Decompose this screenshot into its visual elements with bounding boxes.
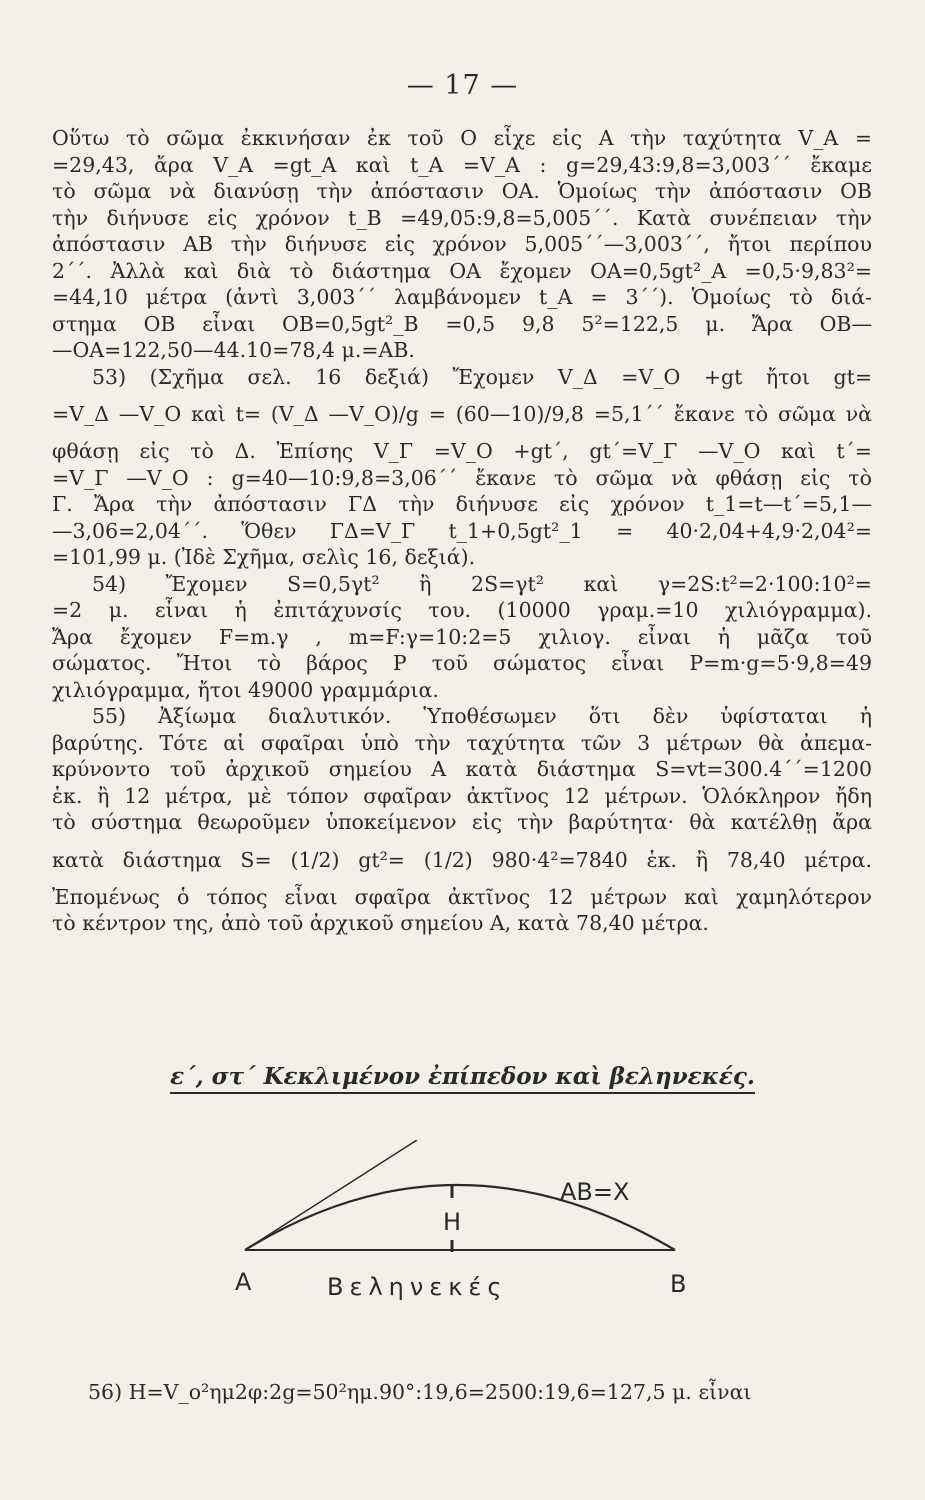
text-line: =101,99 μ. (Ἰδὲ Σχῆμα, σελὶς 16, δεξιά).	[52, 545, 476, 569]
text-line: φθάσῃ εἰς τὸ Δ. Ἐπίσης V_Γ =V_O +gt΄, gt΄=V_Γ —V_O καὶ t΄=	[52, 439, 872, 463]
text-line: 55) Ἀξίωμα διαλυτικόν. Ὑποθέσωμεν ὅτι δὲν ὑφίσταται ἡ	[92, 704, 872, 728]
section-title-text: ε΄, στ΄ Κεκλιμένον ἐπίπεδον καὶ βεληνεκές.	[170, 1063, 755, 1094]
body-text	[52, 125, 872, 937]
text-line: κρύνοντο τοῦ ἀρχικοῦ σημείου Α κατὰ διάστημα S=vt=300.4΄΄=1200	[52, 757, 872, 781]
text-line: —3,06=2,04΄΄. Ὅθεν ΓΔ=V_Γ t_1+0,5gt²_1 = 40·2,04+4,9·2,04²=	[52, 518, 872, 543]
text-line: 2΄΄. Ἀλλὰ καὶ διὰ τὸ διάστημα ΟΑ ἔχομεν ΟΑ=0,5gt²_A =0,5·9,83²=	[52, 258, 872, 283]
text-line: ἑκ. ἢ 12 μέτρα, μὲ τόπον σφαῖραν ἀκτῖνος 12 μέτρων. Ὁλόκληρον ἤδη	[52, 783, 872, 808]
text-line: Οὕτω τὸ σῶμα ἐκκινήσαν ἐκ τοῦ Ο εἶχε εἰς Α τὴν ταχύτητα V_A =	[52, 126, 872, 150]
text-line: =44,10 μέτρα (ἀντὶ 3,003΄΄ λαμβάνομεν t_A = 3΄΄). Ὁμοίως τὸ διά-	[52, 285, 872, 309]
text-line: =29,43, ἄρα V_A =gt_A καὶ t_A =V_A : g=29,43:9,8=3,003΄΄ ἔκαμε	[52, 152, 872, 177]
text-line: κατὰ διάστημα S= (1/2) gt²= (1/2) 980·4²=7840 ἑκ. ἢ 78,40 μέτρα.	[52, 847, 872, 872]
text-line: 54) Ἔχομεν S=0,5γt² ἢ 2S=γt² καὶ γ=2S:t²=2·100:10²=	[92, 571, 872, 596]
label-b: B	[670, 1270, 687, 1298]
text-line: Ἐπομένως ὁ τόπος εἶναι σφαῖρα ἀκτῖνος 12 μέτρων καὶ χαμηλότερον	[52, 884, 872, 909]
label-h: H	[443, 1208, 462, 1236]
item-56: 56) H=V_o²ημ2φ:2g=50²ημ.90°:19,6=2500:19,6=127,5 μ. εἶναι	[88, 1380, 752, 1404]
text-line: βαρύτης. Τότε αἱ σφαῖραι ὑπὸ τὴν ταχύτητα τῶν 3 μέτρων θὰ ἀπεμα-	[52, 730, 872, 755]
text-line: =V_Δ —V_O καὶ t= (V_Δ —V_O)/g = (60—10)/9,8 =5,1΄΄ ἔκανε τὸ σῶμα νὰ	[52, 402, 872, 426]
text-line: τὴν διήνυσε εἰς χρόνον t_B =49,05:9,8=5,005΄΄. Κατὰ συνέπειαν τὴν	[52, 205, 872, 230]
text-line: —ΟΑ=122,50—44.10=78,4 μ.=ΑΒ.	[52, 338, 415, 362]
text-line: Ἄρα ἔχομεν F=m.γ , m=F:γ=10:2=5 χιλιογ. εἶναι ἡ μᾶζα τοῦ	[52, 624, 872, 649]
page-number: — 17 —	[406, 70, 519, 101]
text-line: =2 μ. εἶναι ἡ ἐπιτάχυνσίς του. (10000 γραμ.=10 χιλιόγραμμα).	[52, 598, 872, 622]
text-line: τὸ σύστημα θεωροῦμεν ὑποκείμενον εἰς τὴν βαρύτητα· θὰ κατέλθῃ ἄρα	[52, 810, 872, 834]
section-title	[0, 1063, 925, 1090]
text-line: σώματος. Ἤτοι τὸ βάρος P τοῦ σώματος εἶναι P=m·g=5·9,8=49	[52, 651, 872, 675]
text-line: 53) (Σχῆμα σελ. 16 δεξιά) Ἔχομεν V_Δ =V_O +gt ἤτοι gt=	[92, 364, 872, 389]
figure-caption: Βεληνεκές	[327, 1273, 508, 1301]
text-line: τὸ σῶμα νὰ διανύσῃ τὴν ἀπόστασιν ΟΑ. Ὁμοίως τὴν ἀπόστασιν ΟΒ	[52, 179, 872, 203]
launch-direction-line	[245, 1140, 417, 1250]
trajectory-figure	[225, 1140, 695, 1340]
text-line: τὸ κέντρον της, ἀπὸ τοῦ ἀρχικοῦ σημείου Α, κατὰ 78,40 μέτρα.	[52, 911, 709, 935]
label-a: A	[235, 1268, 252, 1296]
text-line: =V_Γ —V_O : g=40—10:9,8=3,06΄΄ ἔκανε τὸ σῶμα νὰ φθάσῃ εἰς τὸ	[52, 465, 872, 490]
text-line: Γ. Ἄρα τὴν ἀπόστασιν ΓΔ τὴν διήνυσε εἰς χρόνον t_1=t—t΄=5,1—	[52, 492, 872, 516]
text-line: χιλιόγραμμα, ἤτοι 49000 γραμμάρια.	[52, 677, 439, 702]
label-ab: AB=X	[560, 1178, 630, 1206]
text-line: ἀπόστασιν ΑΒ τὴν διήνυσε εἰς χρόνον 5,005΄΄—3,003΄΄, ἤτοι περίπου	[52, 232, 872, 256]
text-line: στημα ΟΒ εἶναι ΟΒ=0,5gt²_B =0,5 9,8 5²=122,5 μ. Ἄρα ΟΒ—	[52, 311, 872, 336]
